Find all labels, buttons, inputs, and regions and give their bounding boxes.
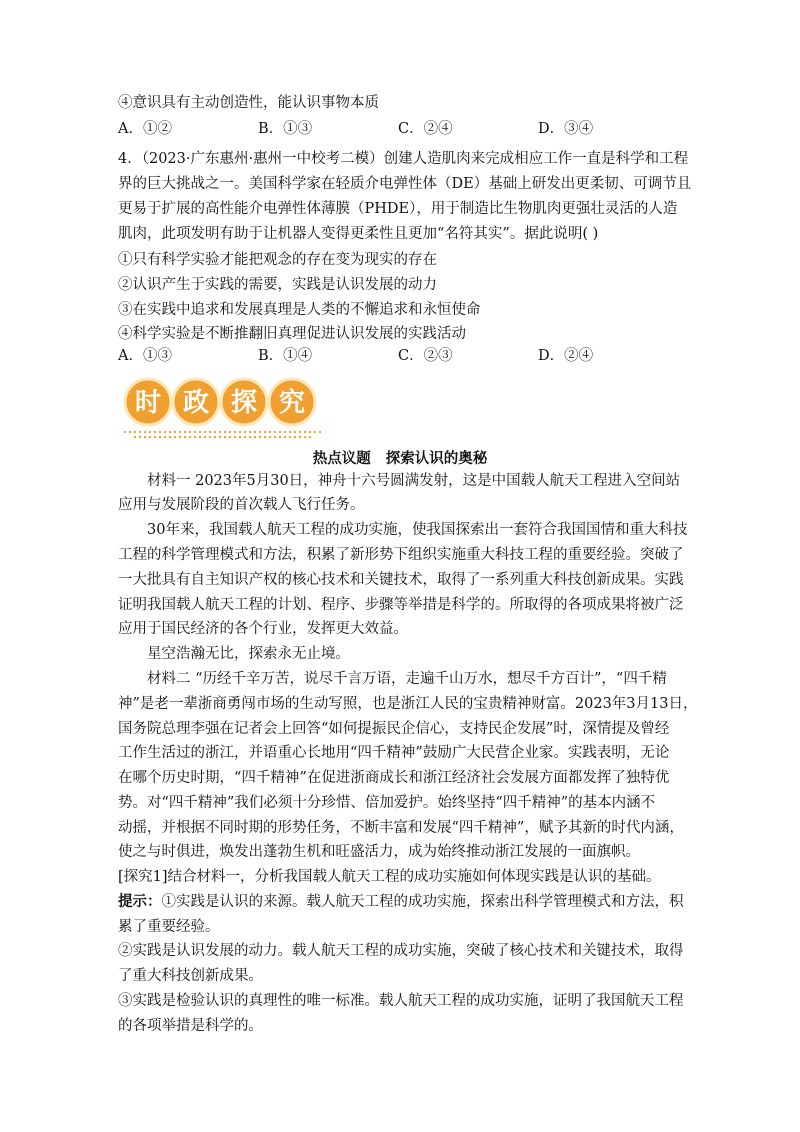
q4-statement-4: ④科学实验是不断推翻旧真理促进认识发展的实践活动 — [118, 326, 466, 342]
q4-option-c: C．②③ — [398, 348, 453, 364]
q4-stem-line: 肌肉，此项发明有助于让机器人变得更柔性且更加“名符其实”。据此说明( ) — [118, 226, 599, 242]
material2-line: 在哪个历史时期，“四千精神”在促进浙商成长和浙江经济社会发展方面都发挥了独特优 — [118, 770, 670, 786]
paragraph-line: 一大批具有自主知识产权的核心技术和关键技术，取得了一系列重大科技创新成果。实践 — [118, 572, 684, 588]
banner-char: 政 — [182, 388, 210, 418]
q4-option-d: D．②④ — [538, 348, 594, 364]
material1-line: 材料一 2023年5月30日，神舟十六号圆满发射，这是中国载人航天工程进入空间站 — [147, 473, 681, 489]
banner-char: 时 — [134, 388, 162, 418]
section-banner — [122, 374, 324, 440]
inquiry-1: [探究1]结合材料一，分析我国载人航天工程的成功实施如何体现实践是认识的基础。 — [118, 869, 661, 885]
section-title — [0, 447, 800, 468]
hint-line: ③实践是检验认识的真理性的唯一标准。载人航天工程的成功实施，证明了我国航天工程 — [118, 993, 684, 1009]
paragraph-line: 星空浩瀚无比，探索永无止境。 — [147, 646, 350, 662]
q4-option-a: A．①③ — [118, 348, 172, 364]
section-title-topic-label: 热点议题 — [312, 450, 371, 467]
q3-option-b: B．①③ — [258, 121, 313, 137]
material2-line: 材料二 “历经千辛万苦，说尽千言万语，走遍千山万水，想尽千方百计”，“四千精 — [147, 671, 667, 687]
material2-line: 神”是老一辈浙商勇闯市场的生动写照，也是浙江人民的宝贵精神财富。2023年3月13日， — [118, 696, 698, 712]
hint-text: ①实践是认识的来源。载人航天工程的成功实施，探索出科学管理模式和方法，积 — [161, 894, 684, 910]
material2-line: 国务院总理李强在记者会上回答“如何提振民企信心，支持民企发展”时，深情提及曾经 — [118, 721, 670, 737]
material2-line: 势。对“四千精神”我们必须十分珍惜、倍加爱护。始终坚持“四千精神”的基本内涵不 — [118, 795, 656, 811]
hint-line: 了重大科技创新成果。 — [118, 968, 263, 984]
q4-stem-line: 界的巨大挑战之一。美国科学家在轻质介电弹性体（DE）基础上研发出更柔韧、可调节且 — [118, 176, 692, 192]
paragraph-line: 工程的科学管理模式和方法，积累了新形势下组织实施重大科技工程的重要经验。突破了 — [118, 547, 684, 563]
material2-line: 使之与时俱进，焕发出蓬勃生机和旺盛活力，成为始终推动浙江发展的一面旗帜。 — [118, 844, 640, 860]
q4-stem-line: 更易于扩展的高性能介电弹性体薄膜（PHDE），用于制造比生物肌肉更强壮灵活的人造 — [118, 201, 678, 217]
paragraph-line: 30年来，我国载人航天工程的成功实施，使我国探索出一套符合我国国情和重大科技 — [147, 522, 688, 538]
q3-option-c: C．②④ — [398, 121, 453, 137]
hint-line — [118, 892, 684, 912]
q4-statement-1: ①只有科学实验才能把观念的存在变为现实的存在 — [118, 252, 437, 268]
q3-option-a: A．①② — [118, 121, 172, 137]
q4-stem-line: 4．（2023·广东惠州·惠州一中校考二模）创建人造肌肉来完成相应工作一直是科学和工程 — [118, 151, 689, 167]
banner-char: 究 — [278, 388, 306, 418]
material2-line: 动摇，并根据不同时期的形势任务，不断丰富和发展“四千精神”，赋予其新的时代内涵， — [118, 820, 684, 836]
paragraph-line: 证明我国载人航天工程的计划、程序、步骤等举措是科学的。所取得的各项成果将被广泛 — [118, 597, 684, 613]
q3-option-d: D．③④ — [538, 121, 594, 137]
hint-line: ②实践是认识发展的动力。载人航天工程的成功实施，突破了核心技术和关键技术，取得 — [118, 943, 684, 959]
hint-label: 提示： — [118, 893, 162, 910]
q4-statement-3: ③在实践中追求和发展真理是人类的不懈追求和永恒使命 — [118, 302, 481, 318]
section-title-theme: 探索认识的奥秘 — [385, 450, 488, 467]
hint-line: 的各项举措是科学的。 — [118, 1018, 263, 1034]
q4-statement-2: ②认识产生于实践的需要，实践是认识发展的动力 — [118, 277, 437, 293]
paragraph-line: 应用于国民经济的各个行业，发挥更大效益。 — [118, 621, 408, 637]
banner-char: 探 — [230, 388, 258, 418]
banner-underline — [124, 432, 322, 437]
hint-line: 累了重要经验。 — [118, 919, 220, 935]
q3-statement-4: ④意识具有主动创造性，能认识事物本质 — [118, 95, 379, 111]
q4-option-b: B．①④ — [258, 348, 313, 364]
material1-line: 应用与发展阶段的首次载人飞行任务。 — [118, 497, 365, 513]
material2-line: 工作生活过的浙江，并语重心长地用“四千精神”鼓励广大民营企业家。实践表明，无论 — [118, 745, 670, 761]
